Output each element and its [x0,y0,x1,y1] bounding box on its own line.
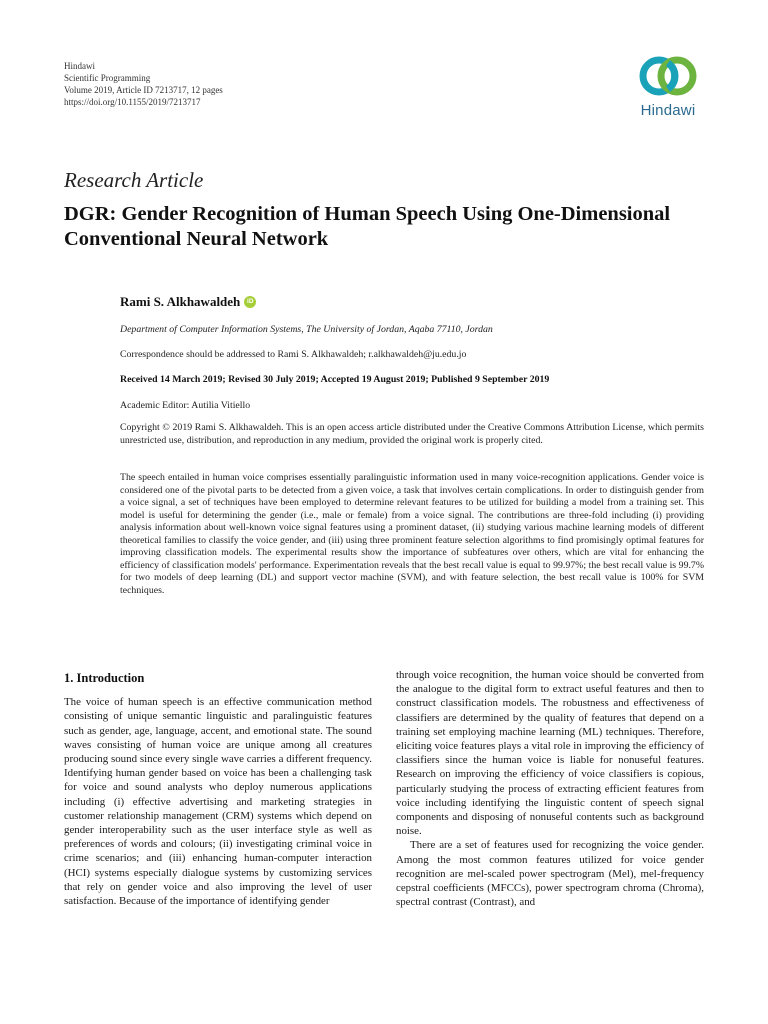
publication-dates: Received 14 March 2019; Revised 30 July 2019; Accepted 19 August 2019; Published 9 September 2019 [120,374,550,385]
section-heading: 1. Introduction [64,671,145,685]
body-column-right [396,668,704,909]
orcid-icon[interactable] [244,296,256,308]
abstract: The speech entailed in human voice comprises essentially paralinguistic information used in many voice-recognition applications. Gender voice is considered one of the pivotal parts to be detected from a given voice, a task that involves certain complications. In order to distinguish gender from a voice signal, a set of techniques have been employed to determine relevant features to be utilized for building a model from a training set. This model is useful for determining the gender (i.e., male or female) from a voice signal. The contributions are three-fold including (i) providing analysis information about well-known voice signal features using a prominent dataset, (ii) studying various machine learning models of different theoretical families to classify the voice gender, and (iii) using three prominent feature selection algorithms to find promisingly optimal features for improving classification models. The experimental results show the importance of subfeatures over others, which are vital for enhancing the efficiency of classification models' performance. Experimentation reveals that the best recall value is equal to 99.97%; the best recall value is 99.7% for two models of deep learning (DL) and support vector machine (SVM), and with feature selection, the best recall value is 100% for SVM techniques. [120,472,704,596]
orcid-label: iD [247,298,254,305]
article-type: Research Article [64,168,204,192]
body-paragraph: The voice of human speech is an effective communication method consisting of unique semantic linguistic and paralinguistic features such as gender, age, language, accent, and emotional state. The sound waves consisting of human voice are unique among all creatures producing sound since every single wave carries a different frequency. Identifying human gender based on voice has been a challenging task for voice and sound analysts who deploy numerous applications including (i) effective advertising and marketing strategies in customer relationship management (CRM) systems which depend on gender interoperability such as the user interface style as well as preferences of words and colours; (ii) investigating criminal voice in crime scenarios; and (iii) enhancing human-computer interaction (HCI) systems especially dialogue systems by customizing services that rely on gender voice and also improving the level of user satisfaction. Because of the importance of identifying gender [64,696,372,908]
publisher-name: Hindawi [64,61,95,71]
journal-name: Scientific Programming [64,73,151,83]
hindawi-logo [622,52,714,142]
author-line [120,294,256,310]
doi-link[interactable]: https://doi.org/10.1155/2019/7213717 [64,97,201,107]
hindawi-logo-icon [637,52,699,100]
copyright-notice: Copyright © 2019 Rami S. Alkhawaldeh. This is an open access article distributed under the Creative Commons Attribution License, which permits unrestricted use, distribution, and reproduction in any medium, provided the original work is properly cited. [120,422,704,446]
volume-info: Volume 2019, Article ID 7213717, 12 pages [64,85,223,95]
journal-meta [64,60,223,108]
body-column-left [64,668,372,908]
body-paragraph: through voice recognition, the human voice should be converted from the analogue to the digital form to extract useful features and then to construct classification models. The robustness and effectiveness of classifiers are determined by the quality of features that depend on a training set employing machine learning (ML) techniques. Therefore, eliciting voice features plays a vital role in improving the efficiency of classifiers since the human voice is liable for nonuseful features. Research on improving the efficiency of voice classifiers is copious, particularly studying the process of extracting efficient features from voice including identifying the linguistic content of speech signal components and disposing of nonuseful contents such as background noise. [396,669,704,838]
author-name[interactable]: Rami S. Alkhawaldeh [120,294,241,309]
hindawi-logo-text: Hindawi [640,102,696,119]
academic-editor: Academic Editor: Autilia Vitiello [120,400,251,411]
affiliation: Department of Computer Information Systems, The University of Jordan, Aqaba 77110, Jordan [120,324,493,335]
correspondence: Correspondence should be addressed to Rami S. Alkhawaldeh; r.alkhawaldeh@ju.edu.jo [120,349,467,360]
article-title: DGR: Gender Recognition of Human Speech Using One-Dimensional Conventional Neural Network [64,203,671,250]
body-paragraph: There are a set of features used for recognizing the voice gender. Among the most common features utilized for voice gender recognition are mel-scaled power spectrogram (Mel), mel-frequency cepstral coefficients (MFCCs), power spectrogram chroma (Chroma), spectral contrast (Contrast), and [396,839,704,909]
